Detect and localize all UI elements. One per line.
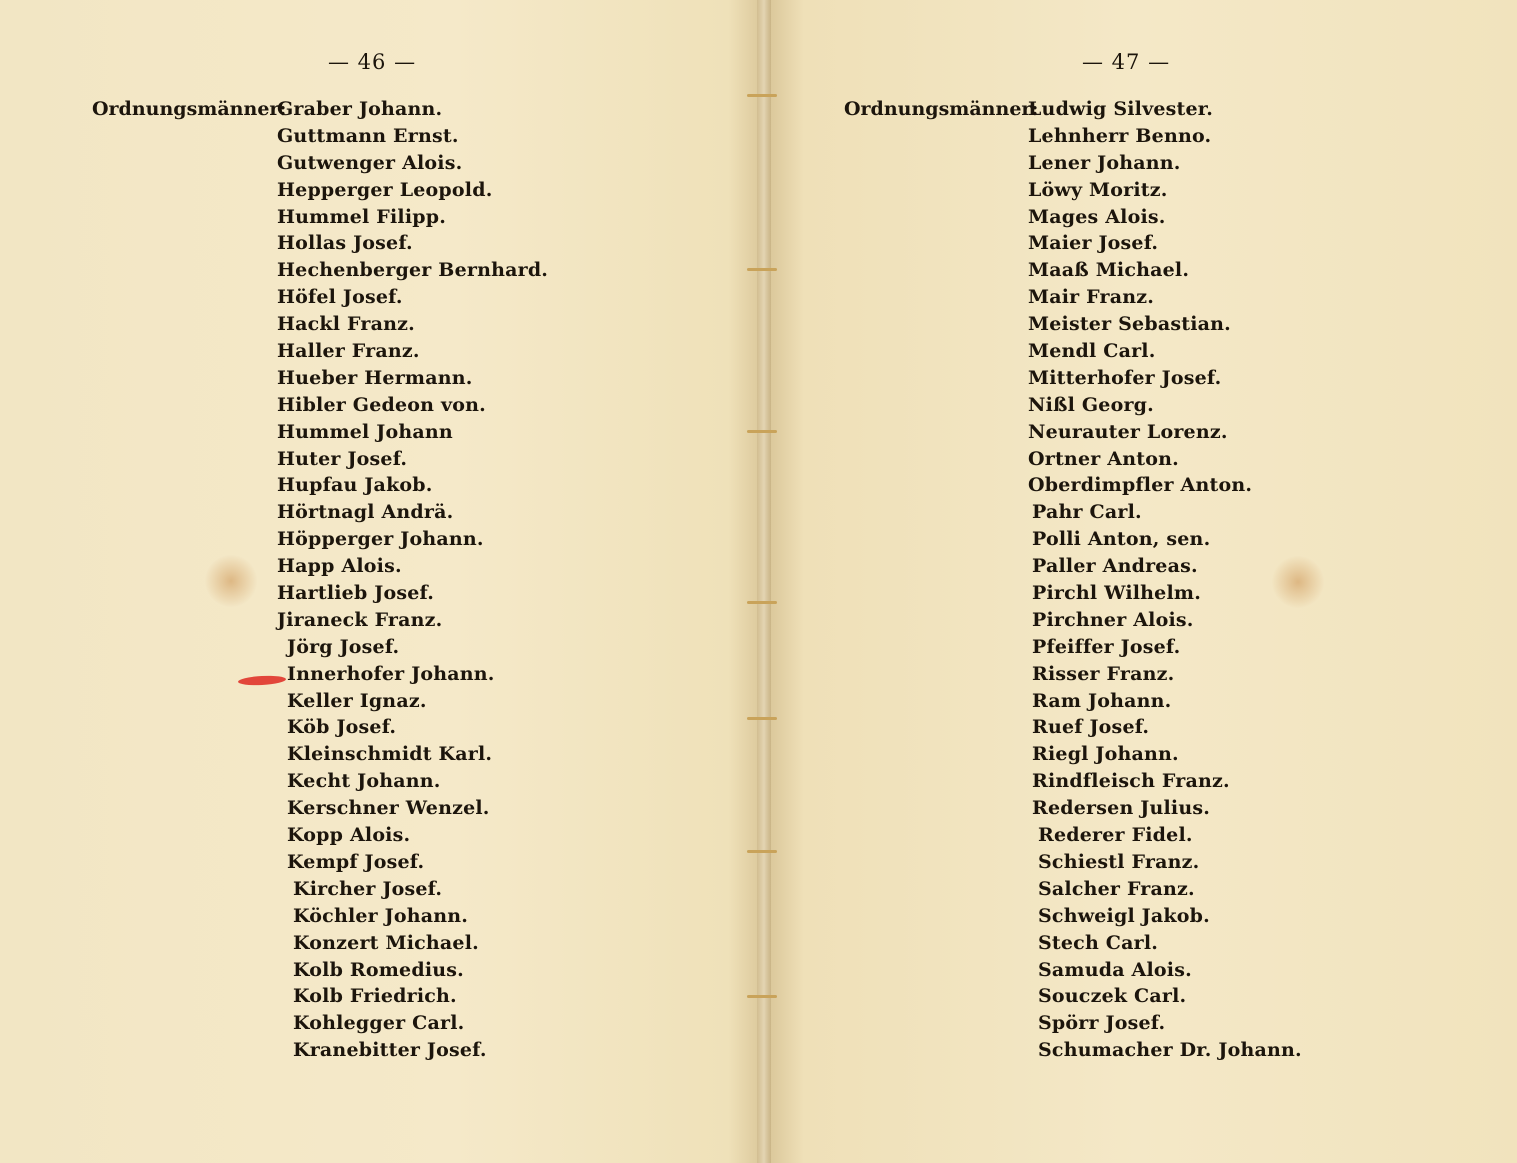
list-item: Lener Johann.: [1028, 151, 1181, 174]
list-item: Kerschner Wenzel.: [287, 797, 490, 820]
list-item: Ortner Anton.: [1028, 447, 1179, 470]
name-list: [1028, 96, 1302, 1064]
list-item: Kircher Josef.: [293, 877, 443, 900]
list-item: Paller Andreas.: [1032, 555, 1198, 578]
list-item: Pirchl Wilhelm.: [1032, 582, 1202, 605]
list-item: Hollas Josef.: [277, 232, 413, 255]
list-item: Lehnherr Benno.: [1028, 124, 1212, 147]
list-item: Schumacher Dr. Johann.: [1038, 1039, 1302, 1062]
list-item: Hackl Franz.: [277, 313, 415, 336]
list-item: Ram Johann.: [1032, 689, 1172, 712]
list-item: Höpperger Johann.: [277, 528, 484, 551]
list-item: Happ Alois.: [277, 555, 402, 578]
list-item: Kecht Johann.: [287, 770, 441, 793]
list-item: Meister Sebastian.: [1028, 313, 1231, 336]
list-item: Oberdimpfler Anton.: [1028, 474, 1253, 497]
list-item: Redersen Julius.: [1032, 797, 1211, 820]
list-item: Pahr Carl.: [1032, 501, 1142, 524]
list-item: Pfeiffer Josef.: [1032, 635, 1181, 658]
list-item: Ludwig Silvester.: [1028, 98, 1214, 120]
list-item: Neurauter Lorenz.: [1028, 420, 1228, 443]
list-item: Kolb Romedius.: [293, 958, 464, 981]
list-item: Hummel Johann: [277, 420, 453, 443]
list-item: Polli Anton, sen.: [1032, 528, 1211, 551]
list-item: Huter Josef.: [277, 447, 408, 470]
page-number: — 47 —: [1082, 50, 1171, 74]
list-item: Samuda Alois.: [1038, 958, 1192, 981]
list-item: Rederer Fidel.: [1038, 824, 1193, 847]
list-item: Hueber Hermann.: [277, 366, 473, 389]
list-item: Hartlieb Josef.: [277, 582, 435, 605]
list-item: Konzert Michael.: [293, 931, 479, 954]
list-item: Mitterhofer Josef.: [1028, 366, 1222, 389]
list-item: Rindfleisch Franz.: [1032, 770, 1230, 793]
list-item: Hörtnagl Andrä.: [277, 501, 454, 524]
list-item: Keller Ignaz.: [287, 689, 427, 712]
list-item: Hepperger Leopold.: [277, 178, 493, 201]
list-item: Löwy Moritz.: [1028, 178, 1168, 201]
list-item: Risser Franz.: [1032, 662, 1175, 685]
list-item: Mair Franz.: [1028, 286, 1155, 309]
list-item: Mendl Carl.: [1028, 340, 1156, 363]
list-item: Hupfau Jakob.: [277, 474, 433, 497]
list-item: Kempf Josef.: [287, 850, 425, 873]
list-item: Schweigl Jakob.: [1038, 904, 1210, 927]
list-item: Maaß Michael.: [1028, 259, 1190, 282]
list-item: Kranebitter Josef.: [293, 1039, 487, 1062]
list-item: Kopp Alois.: [287, 824, 411, 847]
list-item: Graber Johann.: [277, 98, 443, 120]
list-item: Ruef Josef.: [1032, 716, 1150, 739]
list-item: Maier Josef.: [1028, 232, 1159, 255]
list-item: Hummel Filipp.: [277, 205, 447, 228]
page-number: — 46 —: [328, 50, 417, 74]
list-item: Riegl Johann.: [1032, 743, 1179, 766]
list-item: Köchler Johann.: [293, 904, 469, 927]
list-item: Stech Carl.: [1038, 931, 1159, 954]
list-item: Innerhofer Johann.: [287, 662, 495, 685]
list-item: Kolb Friedrich.: [293, 985, 457, 1008]
list-item: Kohlegger Carl.: [293, 1012, 465, 1035]
section-label: Ordnungsmänner:: [844, 98, 1039, 120]
list-item: Kleinschmidt Karl.: [287, 743, 493, 766]
list-item: Nißl Georg.: [1028, 393, 1154, 416]
list-item: Mages Alois.: [1028, 205, 1166, 228]
list-item: Haller Franz.: [277, 340, 420, 363]
list-item: Hibler Gedeon von.: [277, 393, 486, 416]
list-item: Jiraneck Franz.: [277, 608, 443, 631]
list-item: Souczek Carl.: [1038, 985, 1187, 1008]
list-item: Gutwenger Alois.: [277, 151, 463, 174]
list-item: Köb Josef.: [287, 716, 397, 739]
list-item: Hechenberger Bernhard.: [277, 259, 549, 282]
list-item: Jörg Josef.: [287, 635, 400, 658]
paper-stain: [1272, 556, 1324, 608]
list-item: Spörr Josef.: [1038, 1012, 1166, 1035]
section-label: Ordnungsmänner:: [92, 98, 287, 120]
list-item: Schiestl Franz.: [1038, 850, 1200, 873]
right-page: [760, 0, 1517, 1163]
list-item: Höfel Josef.: [277, 286, 403, 309]
list-item: Pirchner Alois.: [1032, 608, 1194, 631]
paper-stain: [205, 555, 257, 607]
list-item: Salcher Franz.: [1038, 877, 1195, 900]
list-item: Guttmann Ernst.: [277, 124, 459, 147]
name-list: [277, 96, 548, 1064]
